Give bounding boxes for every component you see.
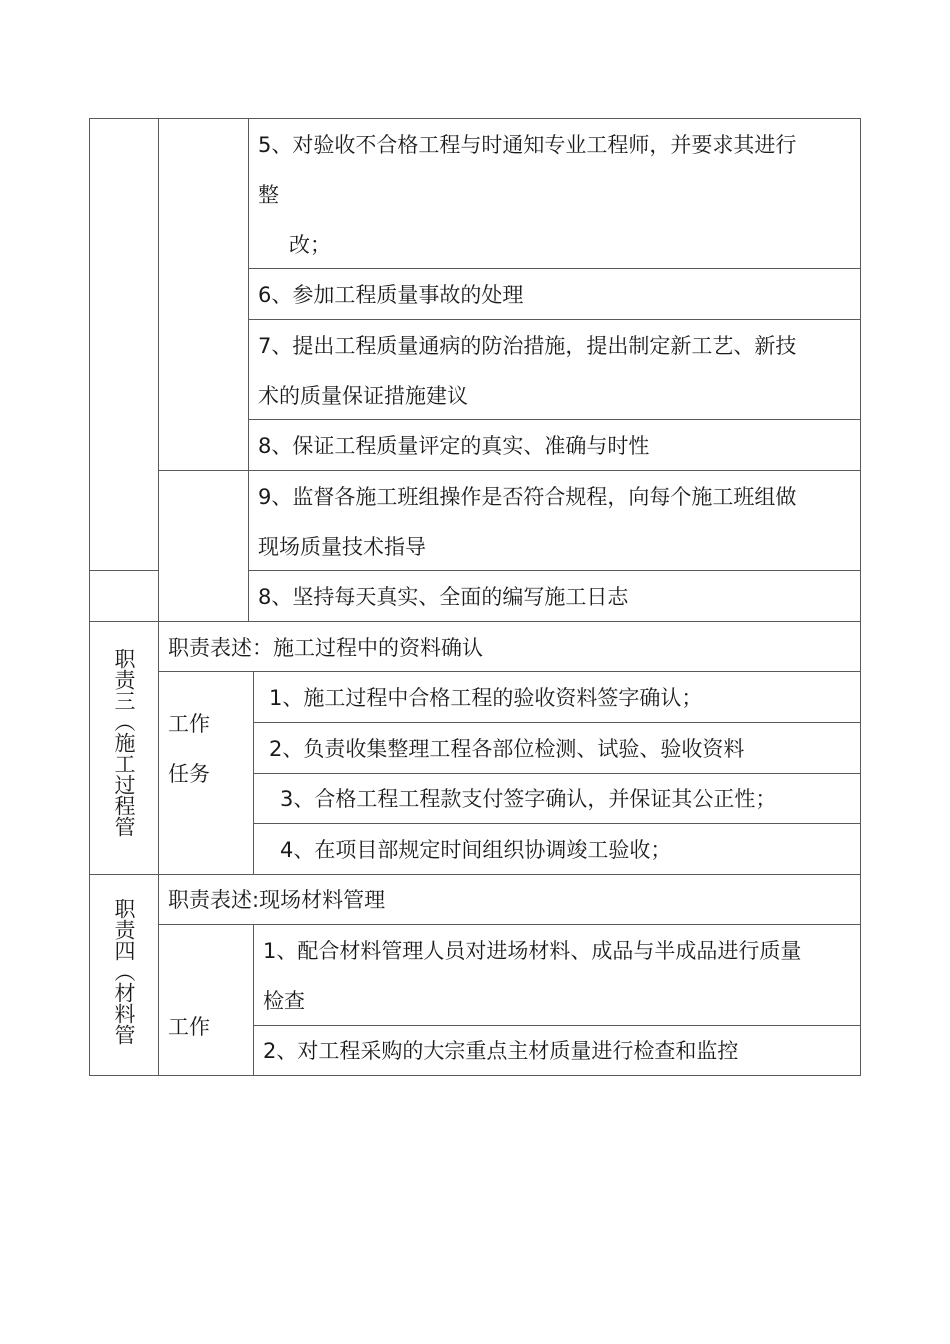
duty3-task-3: 3、合格工程工程款支付签字确认，并保证其公正性； (280, 787, 777, 811)
item-text: 7、提出工程质量通病的防治措施，提出制定新工艺、新技 (258, 334, 797, 358)
item-text: 改； (289, 233, 331, 257)
duty3-title: 职责三（施工过程管 (112, 648, 136, 837)
item-text: 术的质量保证措施建议 (258, 384, 468, 408)
task-text: 1、配合材料管理人员对进场材料、成品与半成品进行质量 (263, 939, 802, 963)
item-text: 9、监督各施工班组操作是否符合规程，向每个施工班组做 (258, 485, 797, 509)
duty4-task-2: 2、对工程采购的大宗重点主材质量进行检查和监控 (263, 1039, 739, 1063)
item-text: 整 (258, 183, 279, 207)
upper-item-8: 8、保证工程质量评定的真实、准确与时性 (258, 434, 650, 458)
duty3-task-label: 任务 (168, 762, 210, 786)
duty3-task-4: 4、在项目部规定时间组织协调竣工验收； (280, 838, 672, 862)
duty3-task-label: 工作 (168, 712, 210, 736)
item-text: 现场质量技术指导 (258, 535, 426, 559)
task-text: 检查 (263, 989, 305, 1013)
duty4-title: 职责四（材料管 (112, 898, 136, 1045)
upper-item-6: 6、参加工程质量事故的处理 (258, 283, 524, 307)
item-text: 5、对验收不合格工程与时通知专业工程师，并要求其进行 (258, 133, 797, 157)
duty3-task-1: 1、施工过程中合格工程的验收资料签字确认； (269, 686, 703, 710)
duty4-task-label: 工作 (168, 1015, 210, 1039)
duty3-task-2: 2、负责收集整理工程各部位检测、试验、验收资料 (269, 737, 745, 761)
duty3-description: 职责表述：施工过程中的资料确认 (168, 636, 483, 660)
duty4-description: 职责表述:现场材料管理 (168, 888, 386, 912)
upper-item-8b: 8、坚持每天真实、全面的编写施工日志 (258, 585, 629, 609)
